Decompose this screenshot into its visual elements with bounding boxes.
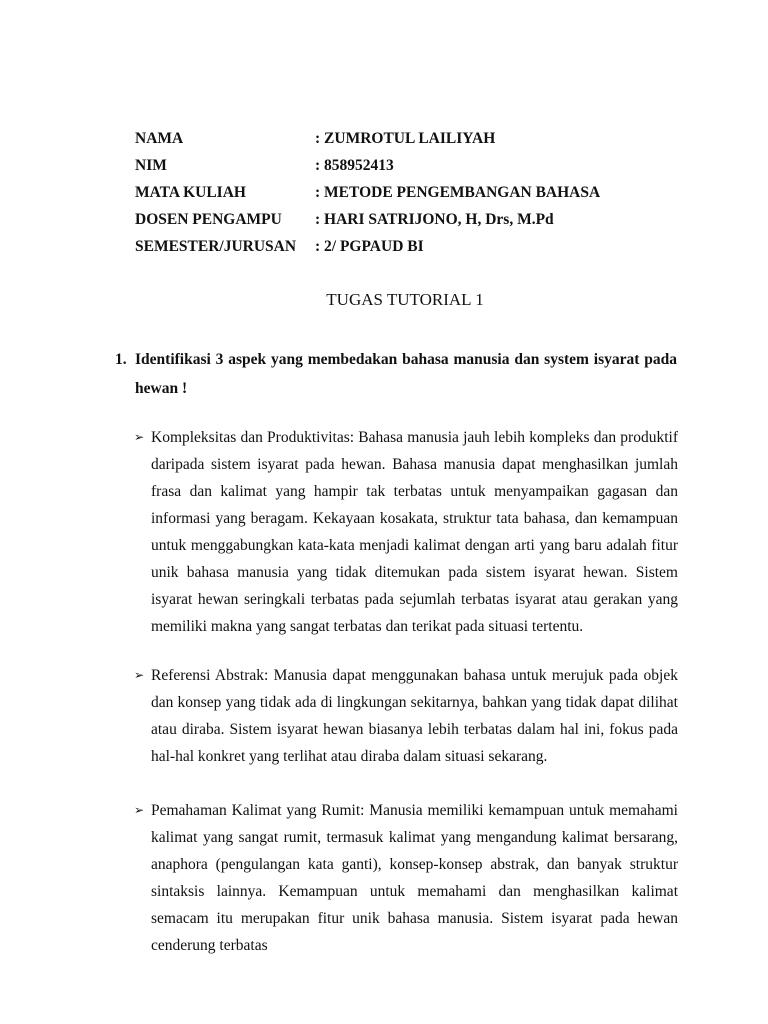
identity-label: NAMA bbox=[135, 130, 184, 147]
bullet-text: Pemahaman Kalimat yang Rumit: Manusia memiliki kemampuan untuk memahami kalimat yang sangat rumit, termasuk kalimat yang mengandung kalimat bersarang, anaphora (pengulangan kata ganti), konsep-konsep abstrak, dan banyak struktur sintaksis lainnya. Kemampuan untuk memahami dan menghasilkan kalimat semacam itu merupakan fitur unik bahasa manusia. Sistem isyarat pada hewan cenderung terbatas bbox=[151, 802, 678, 954]
identity-label: DOSEN PENGAMPU bbox=[135, 211, 282, 228]
arrow-bullet-icon: ➢ bbox=[134, 803, 145, 817]
identity-value: : 858952413 bbox=[315, 157, 394, 174]
answer-bullet-kompleksitas bbox=[134, 424, 678, 640]
student-identity-table bbox=[135, 127, 600, 262]
arrow-bullet-icon: ➢ bbox=[134, 430, 145, 444]
identity-value: : 2/ PGPAUD BI bbox=[315, 238, 424, 255]
identity-row-nim bbox=[135, 154, 600, 181]
bullet-text: Kompleksitas dan Produktivitas: Bahasa manusia jauh lebih kompleks dan produktif daripada sistem isyarat pada hewan. Bahasa manusia dapat menghasilkan jumlah frasa dan kalimat yang hampir tak terbatas untuk menyampaikan gagasan dan informasi yang beragam. Kekayaan kosakata, struktur tata bahasa, dan kemampuan untuk menggabungkan kata-kata menjadi kalimat dengan arti yang baru adalah fitur unik bahasa manusia yang tidak ditemukan pada sistem isyarat hewan. Sistem isyarat hewan seringkali terbatas pada sejumlah terbatas isyarat atau gerakan yang memiliki makna yang sangat terbatas dan terikat pada situasi tertentu. bbox=[151, 429, 678, 635]
identity-value: : HARI SATRIJONO, H, Drs, M.Pd bbox=[315, 211, 554, 228]
identity-row-dosen-pengampu bbox=[135, 208, 600, 235]
identity-label: NIM bbox=[135, 157, 167, 174]
identity-value: : METODE PENGEMBANGAN BAHASA bbox=[315, 184, 601, 201]
question-number: 1. bbox=[115, 351, 127, 368]
question-text: Identifikasi 3 aspek yang membedakan bahasa manusia dan system isyarat pada hewan ! bbox=[135, 351, 677, 397]
answer-bullet-referensi bbox=[134, 662, 678, 770]
identity-label: SEMESTER/JURUSAN bbox=[135, 238, 297, 255]
identity-row-nama bbox=[135, 127, 600, 154]
question-item bbox=[115, 345, 677, 403]
bullet-text: Referensi Abstrak: Manusia dapat menggunakan bahasa untuk merujuk pada objek dan konsep yang tidak ada di lingkungan sekitarnya, bahkan yang tidak dapat dilihat atau diraba. Sistem isyarat hewan biasanya lebih terbatas dalam hal ini, fokus pada hal-hal konkret yang terlihat atau diraba dalam situasi sekarang. bbox=[151, 667, 678, 765]
document-title: TUGAS TUTORIAL 1 bbox=[326, 290, 484, 309]
answer-bullet-pemahaman bbox=[134, 797, 678, 959]
identity-label: MATA KULIAH bbox=[135, 184, 246, 201]
identity-row-mata-kuliah bbox=[135, 181, 600, 208]
arrow-bullet-icon: ➢ bbox=[134, 668, 145, 682]
identity-row-semester-jurusan bbox=[135, 235, 600, 262]
identity-value: : ZUMROTUL LAILIYAH bbox=[315, 130, 496, 147]
